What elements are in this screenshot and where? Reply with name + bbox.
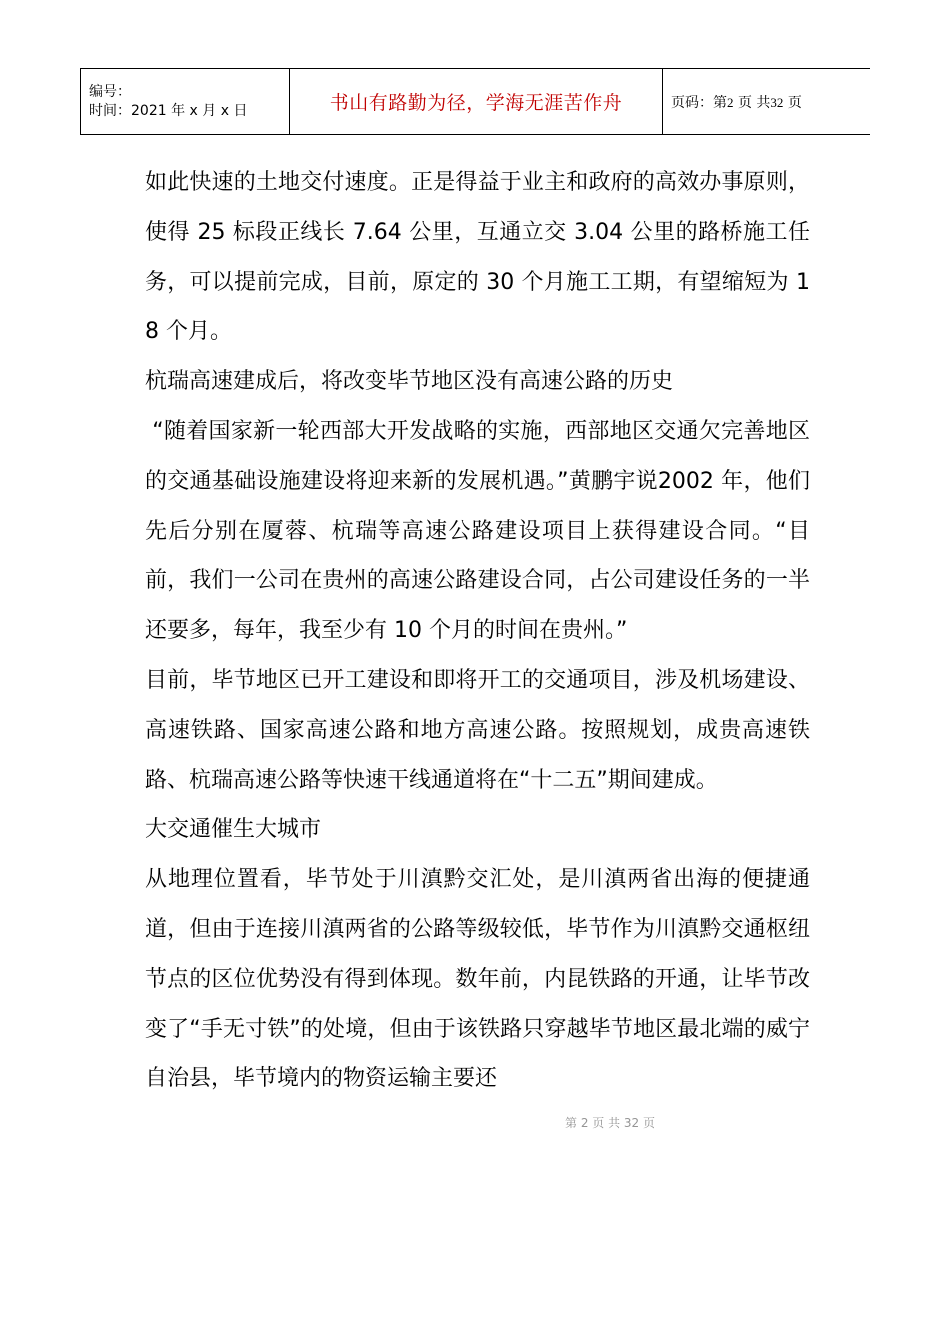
page-current: 2 bbox=[727, 94, 734, 110]
number-label: 编号： bbox=[89, 83, 131, 100]
paragraph: 如此快速的土地交付速度。正是得益于业主和政府的高效办事原则，使得 25 标段正线长 7.64 公里，互通立交 3.04 公里的路桥施工任务，可以提前完成，目前，原定的 30 个月施工工期，有望缩短为 18 个月。 bbox=[145, 170, 810, 345]
section-heading: 大交通催生大城市 bbox=[145, 817, 322, 843]
page-suffix: 页 bbox=[787, 94, 802, 111]
page-footer-mark: 第 2 页 共 32 页 bbox=[565, 1116, 655, 1130]
paragraph: 目前，毕节地区已开工建设和即将开工的交通项目，涉及机场建设、高速铁路、国家高速公路和地方高速公路。按照规划，成贵高速铁路、杭瑞高速公路等快速干线通道将在“十二五”期间建成。 bbox=[145, 667, 810, 793]
paragraph: “随着国家新一轮西部大开发战略的实施，西部地区交通欠完善地区的交通基础设施建设将迎来新的发展机遇。”黄鹏宇说2002 年，他们先后分别在厦蓉、杭瑞等高速公路建设项目上获得建设合同。“目前，我们一公司在贵州的高速公路建设合同，占公司建设任务的一半还要多，每年，我至少有 10 个月的时间在贵州。” bbox=[145, 418, 810, 644]
paragraph: 从地理位置看，毕节处于川滇黔交汇处，是川滇两省出海的便捷通道，但由于连接川滇两省的公路等级较低，毕节作为川滇黔交通枢纽节点的区位优势没有得到体现。数年前，内昆铁路的开通，让毕节改变了“手无寸铁”的处境，但由于该铁路只穿越毕节地区最北端的威宁自治县，毕节境内的物资运输主要还 bbox=[145, 867, 810, 1092]
page-counter bbox=[663, 69, 871, 135]
date-label: 时间：2021 年 x 月 x 日 bbox=[89, 102, 248, 119]
header-meta bbox=[81, 69, 290, 135]
document-header bbox=[80, 68, 870, 135]
section-heading: 杭瑞高速建成后，将改变毕节地区没有高速公路的历史 bbox=[145, 369, 674, 395]
article-body bbox=[145, 158, 810, 1104]
page-prefix: 页码：第 bbox=[671, 94, 727, 111]
page-middle: 页 共 bbox=[737, 94, 771, 111]
page-total: 32 bbox=[770, 94, 784, 110]
header-motto: 书山有路勤为径，学海无涯苦作舟 bbox=[290, 69, 663, 135]
